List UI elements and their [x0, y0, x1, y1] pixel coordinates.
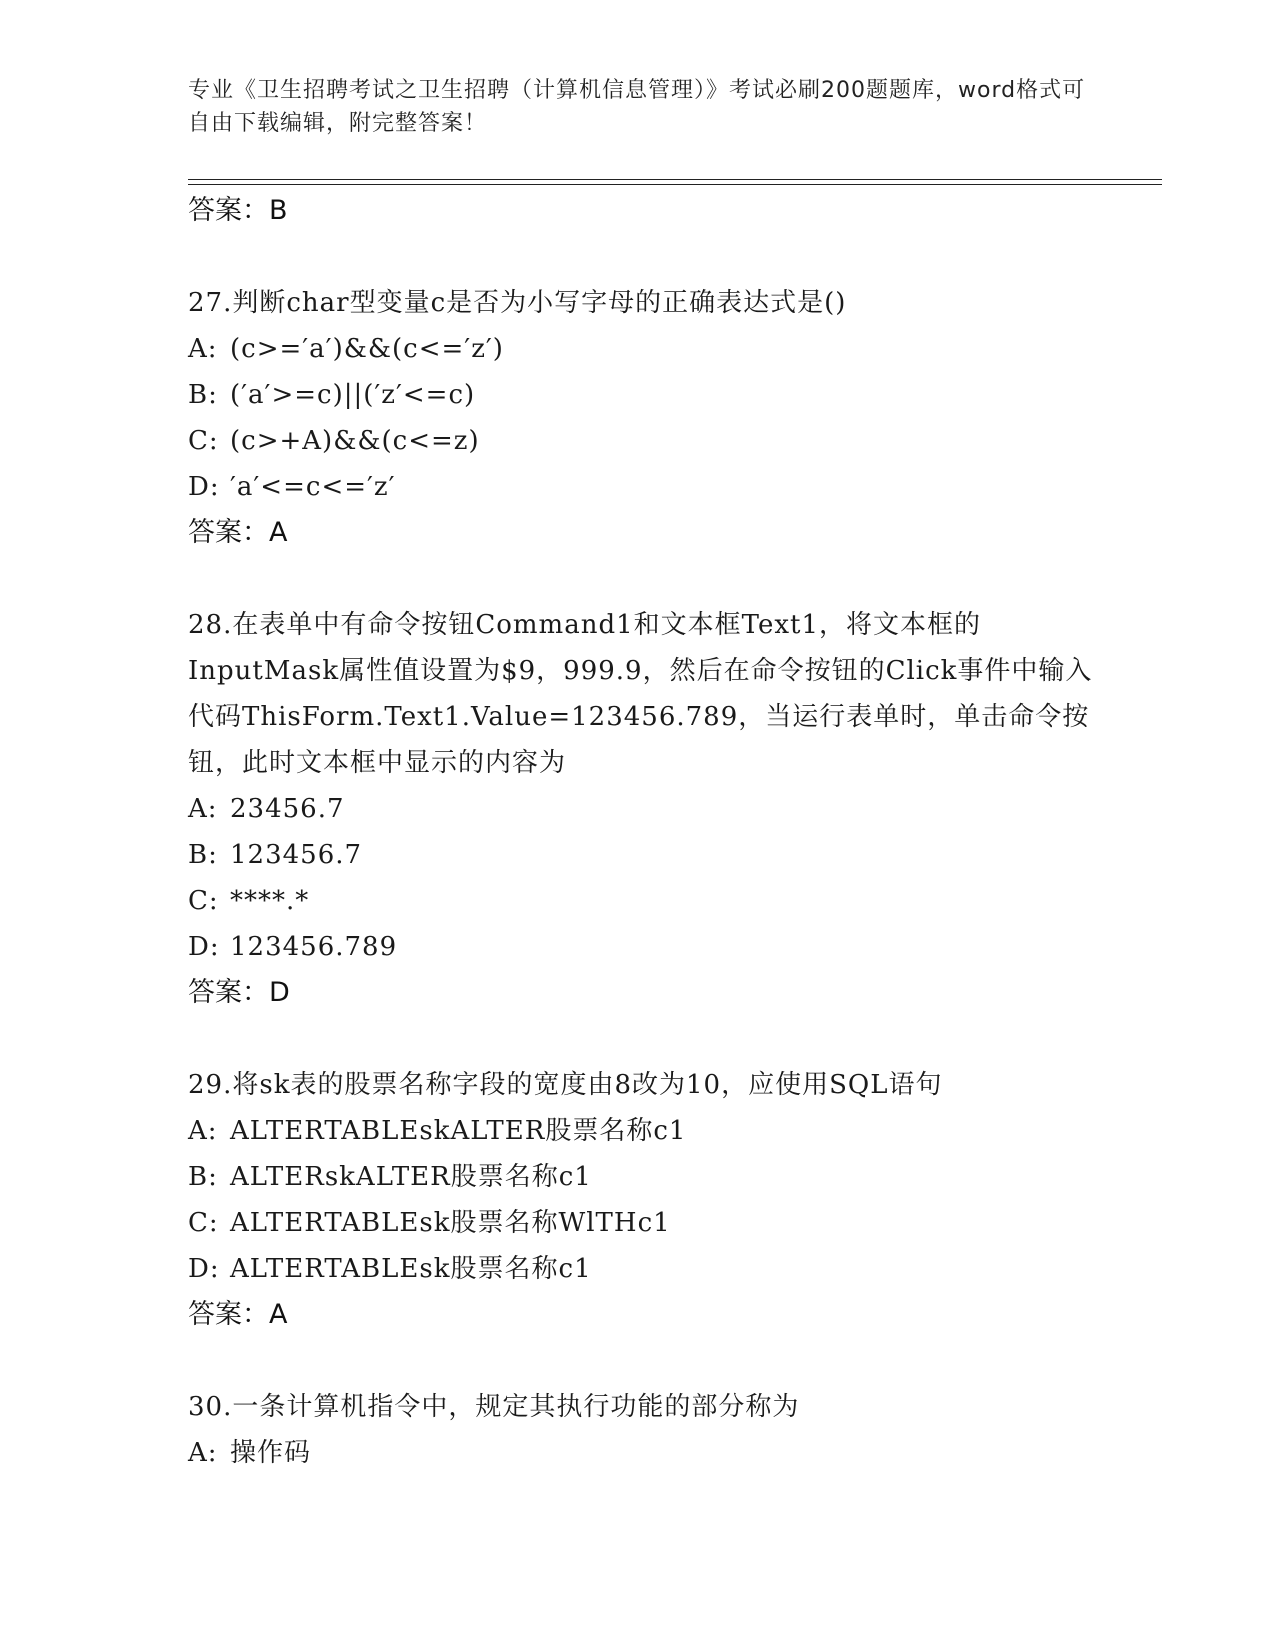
option-text: ALTERTABLEsk股票名称c1 [230, 1254, 592, 1284]
option-c [188, 418, 1118, 464]
answer-line: 答案：A [188, 1299, 288, 1330]
option-letter: B: [188, 1162, 218, 1192]
option-letter: D: [188, 472, 220, 502]
option-text: ALTERTABLEsk股票名称WlTHc1 [230, 1208, 671, 1238]
header-divider-bottom [188, 184, 1162, 185]
option-text: 123456.7 [230, 840, 363, 870]
option-b [188, 832, 1118, 878]
option-text: 操作码 [230, 1438, 312, 1468]
option-letter: D: [188, 1254, 220, 1284]
option-letter: A: [188, 1116, 218, 1146]
question-block [188, 602, 1118, 1016]
option-c [188, 1200, 1118, 1246]
question-stem: 29.将sk表的股票名称字段的宽度由8改为10，应使用SQL语句 [188, 1070, 943, 1100]
option-text: (c>+A)&&(c<=z) [230, 426, 480, 456]
option-text: 23456.7 [230, 794, 345, 824]
option-text: ALTERskALTER股票名称c1 [230, 1162, 592, 1192]
option-d [188, 464, 1118, 510]
question-stem: 28.在表单中有命令按钮Command1和文本框Text1，将文本框的InputMask属性值设置为$9，999.9，然后在命令按钮的Click事件中输入代码ThisForm.Text1.Value=123456.789，当运行表单时，单击命令按钮，此时文本框中显示的内容为 [188, 610, 1093, 778]
question-stem: 27.判断char型变量c是否为小写字母的正确表达式是() [188, 288, 847, 318]
option-letter: A: [188, 794, 218, 824]
option-text: (′a′>=c)||(′z′<=c) [230, 380, 476, 410]
question-block [188, 1384, 1118, 1476]
option-letter: C: [188, 886, 219, 916]
option-letter: A: [188, 1438, 218, 1468]
option-letter: A: [188, 334, 218, 364]
answer-line: 答案：B [188, 195, 288, 226]
option-a [188, 786, 1118, 832]
option-text: 123456.789 [230, 932, 398, 962]
option-a [188, 326, 1118, 372]
question-block [188, 280, 1118, 556]
document-header: 专业《卫生招聘考试之卫生招聘（计算机信息管理）》考试必刷200题题库，word格式可自由下载编辑，附完整答案！ [188, 78, 1086, 136]
option-letter: B: [188, 840, 218, 870]
option-b [188, 1154, 1118, 1200]
option-text: (c>=′a′)&&(c<=′z′) [230, 334, 504, 364]
option-text: ALTERTABLEskALTER股票名称c1 [230, 1116, 687, 1146]
option-text: ′a′<=c<=′z′ [230, 472, 396, 502]
option-b [188, 372, 1118, 418]
question-content [188, 188, 1118, 1476]
option-text: ****.* [230, 886, 310, 916]
answer-line: 答案：A [188, 517, 288, 548]
option-d [188, 1246, 1118, 1292]
header-divider-top [188, 179, 1162, 180]
option-letter: C: [188, 426, 219, 456]
option-letter: D: [188, 932, 220, 962]
answer-line: 答案：D [188, 977, 290, 1008]
option-letter: B: [188, 380, 218, 410]
option-a [188, 1430, 1118, 1476]
option-letter: C: [188, 1208, 219, 1238]
question-block [188, 1062, 1118, 1338]
option-c [188, 878, 1118, 924]
question-stem: 30.一条计算机指令中，规定其执行功能的部分称为 [188, 1392, 800, 1422]
option-d [188, 924, 1118, 970]
option-a [188, 1108, 1118, 1154]
